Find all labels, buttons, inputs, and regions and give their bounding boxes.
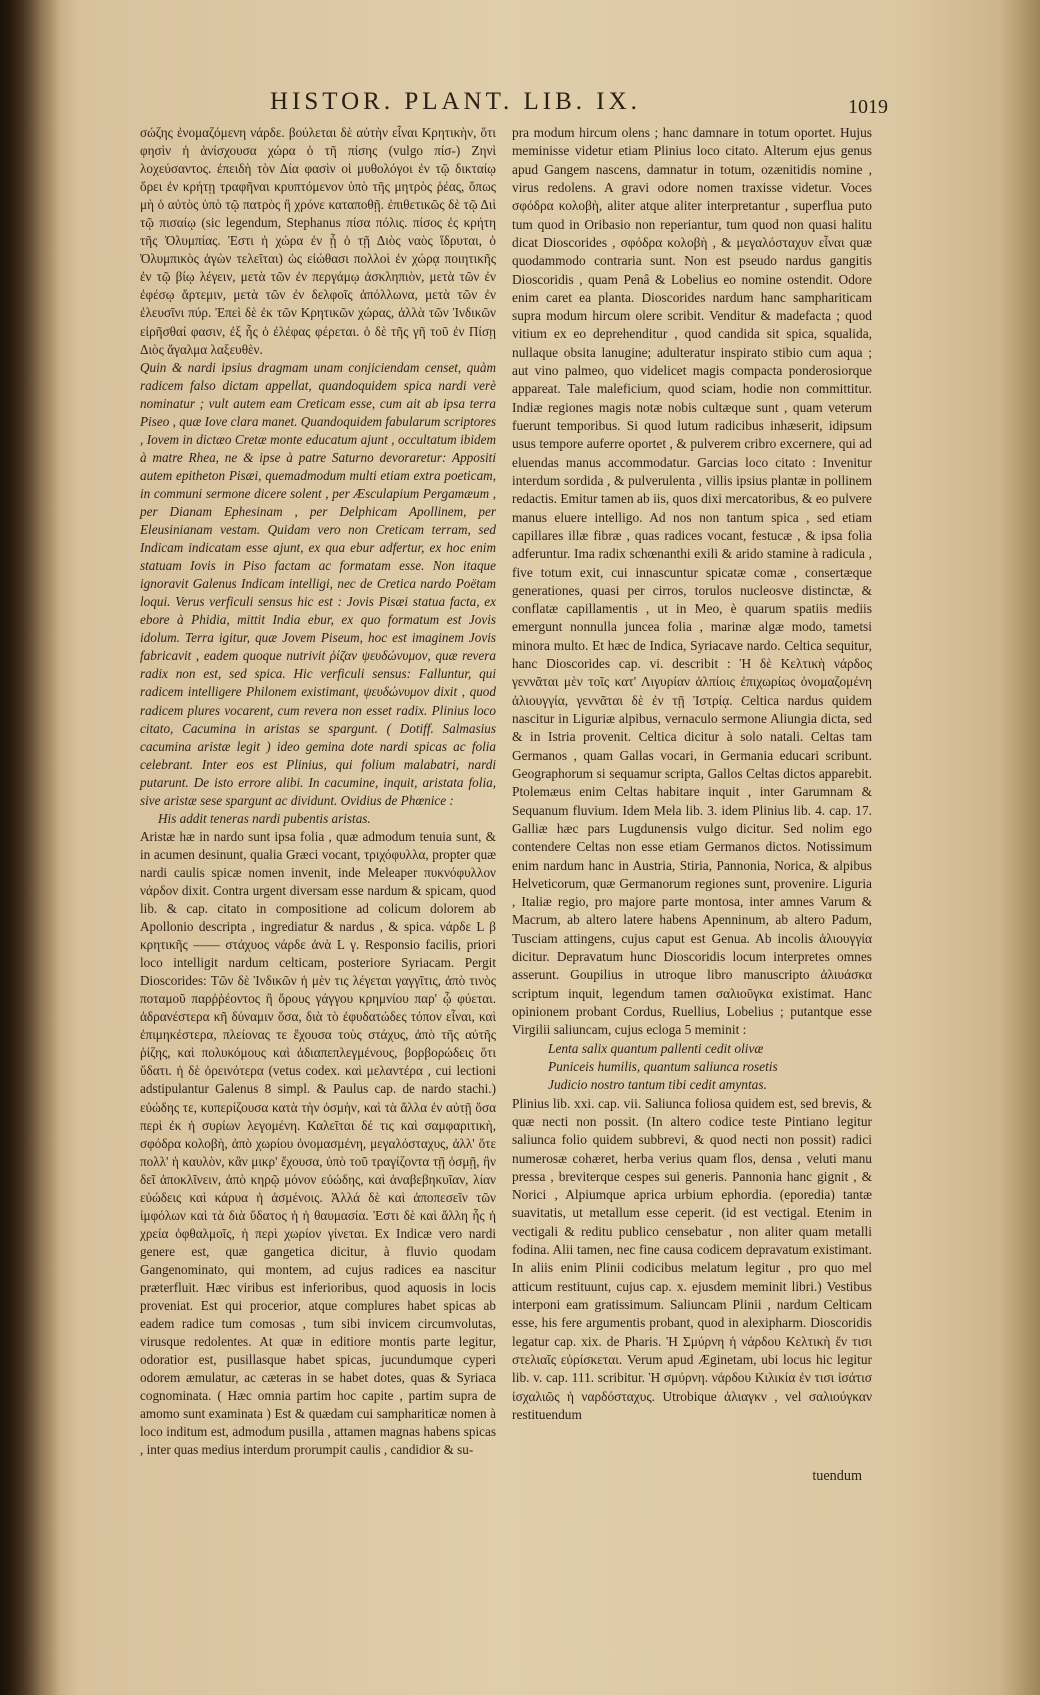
verse-line: Puniceis humilis, quantum saliunca rosetis <box>548 1058 778 1074</box>
left-column <box>140 124 496 1459</box>
right-column <box>512 124 872 1424</box>
catchword: tuendum <box>812 1468 862 1484</box>
ovid-quote: His addit teneras nardi pubentis aristas. <box>158 810 371 826</box>
commentary-paragraph: pra modum hircum olens ; hanc damnare in totum oportet. Hujus meminisse videtur etiam Plinius loco citato. Alterum ejus genus apud Gangem nascens, damnatur in totum, ozænitidis nomine , virus redolens. A gravi odore nomen traxisse videtur. Voces σφόδρα κολοβὴ, aliter atque aliter interpretantur , superflua puto tum quod in Oribasio non reperiantur, tum quod non quasi halitu dicat Dioscorides , σφόδρα κολοβὴ , & μεγαλόσταχυν εἶναι quæ quodammodo contraria sunt. Non est pseudo nardus gangitis Dioscoridis , quam Penâ & Lobelius eo nomine ostendit. Odore enim caret ea planta. Dioscorides nardum hanc samphariticam supra modum hircum olere scribit. Venditur & madefacta ; quod vitium ex eo deprehenditur , quod candida sit spica, squalida, nullaque obsita lanugine; adulteratur inspirato stibio cum aqua ; aut vino palmeo, quo videlicet magis compacta ponderosiorque appareat. Tale maleficium, quod sciam, hodie non committitur. Indiæ regiones magis notæ nobis cultæque sunt , quam veterum fuerunt temporibus. Si quod lutum radicibus inhæserit, idipsum usus tempore auferre oportet , & pulverem cribro excernere, qui ad eluendas manus accommodatur. Garcias loco citato : Invenitur interdum sordida , & pulverulenta , villis ipsius plantæ in pollinem redactis. Emitur tamen ab iis, quos dixi mercatoribus, & eo pulvere manus eluere intelligo. Ad nos non tantum spica , sed etiam capillares illæ fibræ , quas radices vocant, festucæ , & ipsa folia adferuntur. Ima radix schœnanthi exili & arido stamine à radicula , five totum exit, cui innascuntur spicatæ comæ , consertæque generationes, quasi per cirros, torulos nucleosve distinctæ, & conflatæ capillamentis , ut in Meo, è quarum spatiis mediis emergunt nonnulla juncea folia , marinæ algæ modo, tametsi minora multo. Et hæc de Indica, Syriacave nardo. Celtica sequitur, hanc Dioscorides cap. vi. describit : Ἡ δὲ Κελτικὴ νάρδος γεννᾶται μὲν τοῖς κατ' Λιγυρίαν ἀλπίοις ἐπιχωρίως ὀνομαζομένη ἀλιουγγία, γεννᾶται δὲ ἐν τῇ Ἰστρίᾳ. Celtica nardus quidem nascitur in Liguriæ alpibus, vernaculo sermone Aliungia dicta, sed & in Istria provenit. Celtica dicitur à solo natali. Celtas tam Germanos , quam Gallas vocari, in Germania educari scribunt. Geographorum si sequamur scripta, Gallos Celtas dictos apparebit. Ptolemæus enim Celtas habitare inquit , inter Garumnam & Sequanum fluvium. Idem Mela lib. 3. idem Plinius lib. 4. cap. 17. Galliæ hæc pars Lugdunensis vulgo dicitur. Sed nolim ego contendere Celtas non esse etiam Germanos dictos. Notissimum enim nardum hanc in Austria, Stiria, Pannonia, Norica, & alpibus Helveticorum, quæ Germanorum regiones sunt, provenire. Liguria , Italiæ regio, pro majore parte montosa, inter amnes Varum & Macrum, ab altero latere habens Apenninum, ab altero Padum, Tusciam attingens, cujus caput est Genua. Ab incolis ἀλιουγγία dicitur. Depravatum hunc Dioscoridis locum interpretes omnes asserunt. Goupilius in utroque libro manuscripto ἀλιυάσκα scriptum inquit, legendum tamen σαλιοῦγκα existimat. Hanc opinionem probant Cordus, Ruellius, Lobelius ; putantque esse Virgilii saliuncam, cujus ecloga 5 meminit : <box>512 125 872 1038</box>
commentary-paragraph: Plinius lib. xxi. cap. vii. Saliunca foliosa quidem est, sed brevis, & quæ necti non possit. (In altero codice teste Pintiano legitur saliunca folio quidem subbrevi, & quod necti non possit) radici numerosæ cohæret, herba verius quam flos, densa , veluti manu pressa , breviterque cespes sui generis. Pannonia hanc gignit , & Norici , Alpiumque aprica urbium ephordia. (eporedia) tantæ suavitatis, ut metallum esse ceperit. (id est vectigal. Etenim in vectigali & reditu publico censebatur , non aliter quam metalli fodina. Alii tamen, nec fine causa codicem depravatum existimant. In aliis enim Plinii codicibus melatum legitur , pro quo mel atticum restituunt, cujus cap. x. ejusdem meminit libri.) Vestibus interponi eam gratissimum. Saliuncam Plinii , nardum Celticam esse, his fere argumentis probant, quod in alexipharm. Dioscoridis legatur cap. xix. de Pharis. Ἡ Σμύρνη ἡ νάρδου Κελτικὴ ἔν τισι στελιαῖς εὑρίσκεται. Verum apud Æginetam, ubi locus hic legitur lib. v. cap. 111. scribitur. Ἡ σμύρνη. νάρδου Κιλικία ἐν τισι ἰσάτισ ἰσχαλιῶς ἡ ναρδόσταχυς. Utrobique ἀλιαγκν , vel σαλιούγκαν restituendum <box>512 1095 872 1422</box>
verse-line: Judicio nostro tantum tibi cedit amyntas. <box>548 1077 767 1093</box>
latin-translation: Quin & nardi ipsius dragmam unam conjiciendam censet, quàm radicem falso dictam appellat, quandoquidem spica nardi verè nominatur ; vult autem eam Creticam esse, cum ait ab ipsa terra Piseo , quæ Iove clara manet. Quandoquidem fabularum scriptores , Iovem in dictæo Cretæ monte educatum ajunt , occultatum ibidem à matre Rhea, ne & ipse à patre Saturno devoraretur: Appositi autem epitheton Pisæi, quemadmodum multi etiam extra poeticam, in communi sermone dicere solent , per Æsculapium Pergamæum , per Dianam Ephesinam , per Delphicam Apollinem, per Eleusinianam vestam. Quidam vero non Creticam terram, sed Indicam indicatam esse ajunt, ex qua ebur adfertur, ex hoc enim statuam Iovis in Piso factam ac formatam esse. Non itaque ignoravit Galenus Indicam intelligi, nec de Cretica nardo Poëtam loqui. Verus verficuli sensus hic est : Jovis Pisæi statua facta, ex ebore à Phidia, mittit India ebur, ex quo formatum est Jovis idolum. Terra igitur, quæ Jovem Piseum, hoc est imaginem Jovis fabricavit , eadem quoque nutrivit ῥίζαν ψευδώνυμον, quæ revera radix non est, sed spica. Hic verficuli sensus: Falluntur, qui radicem intelligere Philonem existimant, ψευδώνυμον dixit , quod radicem plures vocarent, cum revera non esset radix. Plinius loco citato, Cacumina in aristas se spargunt. ( Dotiff. Salmasius cacumina aristæ legit ) ideo gemina dote nardi spicas ac folia celebrant. Inter eos est Plinius, qui folium malabatri, nardi putarunt. De isto errore alibi. In cacumine, inquit, aristata folia, sive aristæ sese spargunt ac dividunt. Ovidius de Phœnice : <box>140 359 496 808</box>
running-title: HISTOR. PLANT. LIB. IX. <box>270 88 641 115</box>
binding-gutter <box>0 0 60 1695</box>
greek-scholion: σώζης ἐνομαζόμενη νάρδε. βούλεται δὲ αὐτὴν εἶναι Κρητικὴν, ὅτι φησὶν ἡ ἀνίσχουσα χώρα ὁ τῆ πίσης (vulgo πίσ-) Ζηνὶ λοχεύσαντος. ἐπειδὴ τὸν Δία φασὶν οἱ μυθολόγοι ἐν τῷ δικταίῳ ὄρει ἐν κρήτῃ τραφῆναι κρυπτόμενον ὑπὸ τῆς μητρὸς ῥέας, ὅπως μὴ ὁ αὐτὸς ὑπὸ τῷ πατρὸς ἢ χρόνε καταποθῇ. ἐπιθετικῶς δὲ τῷ Διὶ τῷ πισαίῳ (sic legendum, Stephanus πίσα πόλις. πίσος ἐς κρήτη τῆς Ὀλυμπίας. Ἐστι ἡ χώρα ἐν ᾗ ὁ τῇ Διὸς ναὸς ἵδρυται, ὁ Ὀλυμπικὸς ἀγὼν τελεῖται) ὡς εἰώθασι πολλοὶ ἐν χώρᾳ ποιητικῆς ἐν τῷ βίῳ λέγειν, μετὰ τῶν ἐν περγάμῳ ἀσκληπιὸν, μετὰ τῶν ἐν ἐφέσῳ ἄρτεμιν, μετὰ τῶν ἐν δελφοῖς ἀπόλλωνα, μετὰ τῶν ἐν ἐλευσῖνι πύρ. Ἐπεὶ δὲ ἐκ τῶν Κρητικῶν χώρας, ἀλλὰ τῶν Ἰνδικῶν εἰρῆσθαί φασιν, ἐξ ἧς ὁ ἐλέφας φέρεται. ὁ δὲ τῆς γῆ τοῦ ἐν Πίσῃ Διὸς ἄγαλμα λαξευθὲν. <box>140 125 496 357</box>
verse-line: Lenta salix quantum pallenti cedit olivæ <box>548 1040 764 1056</box>
commentary-paragraph: Aristæ hæ in nardo sunt ipsa folia , quæ admodum tenuia sunt, & in acumen desinunt, qualia Græci vocant, τριχόφυλλα, propter quæ nardi caulis spicæ nomen invenit, inde Meleaper πυκνόφυλλον νάρδον dixit. Contra urgent diversam esse nardum & spicam, quod lib. & cap. citato in compositione ad colicum dolorem ab Apollonio descripta , ingrediatur & nardus , & spica. νάρδε L β κρητικῆς —— στάχυος νάρδε ἀνὰ L γ. Responsio facilis, priori loco intelligit nardum celticam, posteriore Syriacam. Pergit Dioscorides: Τῶν δὲ Ἰνδικῶν ἡ μὲν τις λέγεται γαγγῖτις, ἀπὸ τινὸς ποταμοῦ παρῤῥέοντος ἢ ὄρους γάγγου κρημνίου παρ' ᾧ φύεται. ἀδρανέστερα κῆ δύναμιν ὅσα, διὰ τὸ ἐφυδατώδες τόπον εἶναι, καὶ ἐπιμηκέστερα, πλείονας τε ἔχουσα τοὺς στάχυς, ἀπὸ τῆς αὐτῆς ῥίζης, καὶ πολυκόμους καὶ ἀδιαπεπλεγμένους, βορβορώδεις ὅτι ὕδατι. ἡ δὲ ὀρεινότερα (vetus codex. καὶ μελαντέρα , cui lectioni adstipulantur Galenus 8 simpl. & Paulus cap. de nardo stachi.) εὐώδης τε, κυπερίζουσα κατὰ τὴν ὀσμὴν, καὶ τὰ ἄλλα ἐν αὐτῇ ὅσα περὶ ἐκ ἡ συρίων λεγομένη. Καλεῖται δέ τις καὶ σαμφαριτικὴ, σφόδρα κολοβὴ, ἀπὸ χωρίου ὀνομασμένη, μεγαλόσταχυς, ἀλλ' ὅτε πολλ' ἡ καυλὸν, κἂν μικρ' ἔχουσα, ὑπὸ τοῦ τραγίζοντα τῇ ὀσμῇ, ἣν δεῖ ἀποκλῖνειν, ἀπὸ κηρῷ μόνον εὐώδης, καὶ ἀναβεβηκυῖαν, λίαν εὐώδεις καὶ κάρυα ἡ ἀσμένοις. Ἀλλά δὲ καὶ ἀποπεσεῖν τῶν ἰμφόλων καὶ τὰ διὰ ὕδατος ἡ ἡ θαυμασία. Ἐστι δὲ καὶ ἄλλη ἧς ἡ χρεία ὀφθαλμοῖς, ἡ περὶ χωρίον γίνεται. Ex Indicæ vero nardi genere est, quæ gangetica dicitur, à fluvio quodam Gangenominato, qui montem, ad cujus radices ea nascitur præterfluit. Hæc viribus est inferioribus, quod aquosis in locis proveniat. Est qui procerior, atque complures habet spicas ab eadem radice tum comosas , tum sibi invicem circumvolutas, virusque redolentes. At quæ in editiore montis parte legitur, odoratior est, pusillasque habet spicas, jucundumque cyperi odorem æmulatur, ac cæteras in se habet dotes, quas & Syriaca cognominata. ( Hæc omnia partim hoc capite , partim supra de amomo sunt examinata ) Est & quædam cui samphariticæ nomen à loco inditum est, admodum pusilla , attamen magnas habens spicas , inter quas medius interdum prorumpit caulis , candidior & su- <box>140 828 496 1458</box>
page-number: 1019 <box>848 96 888 118</box>
